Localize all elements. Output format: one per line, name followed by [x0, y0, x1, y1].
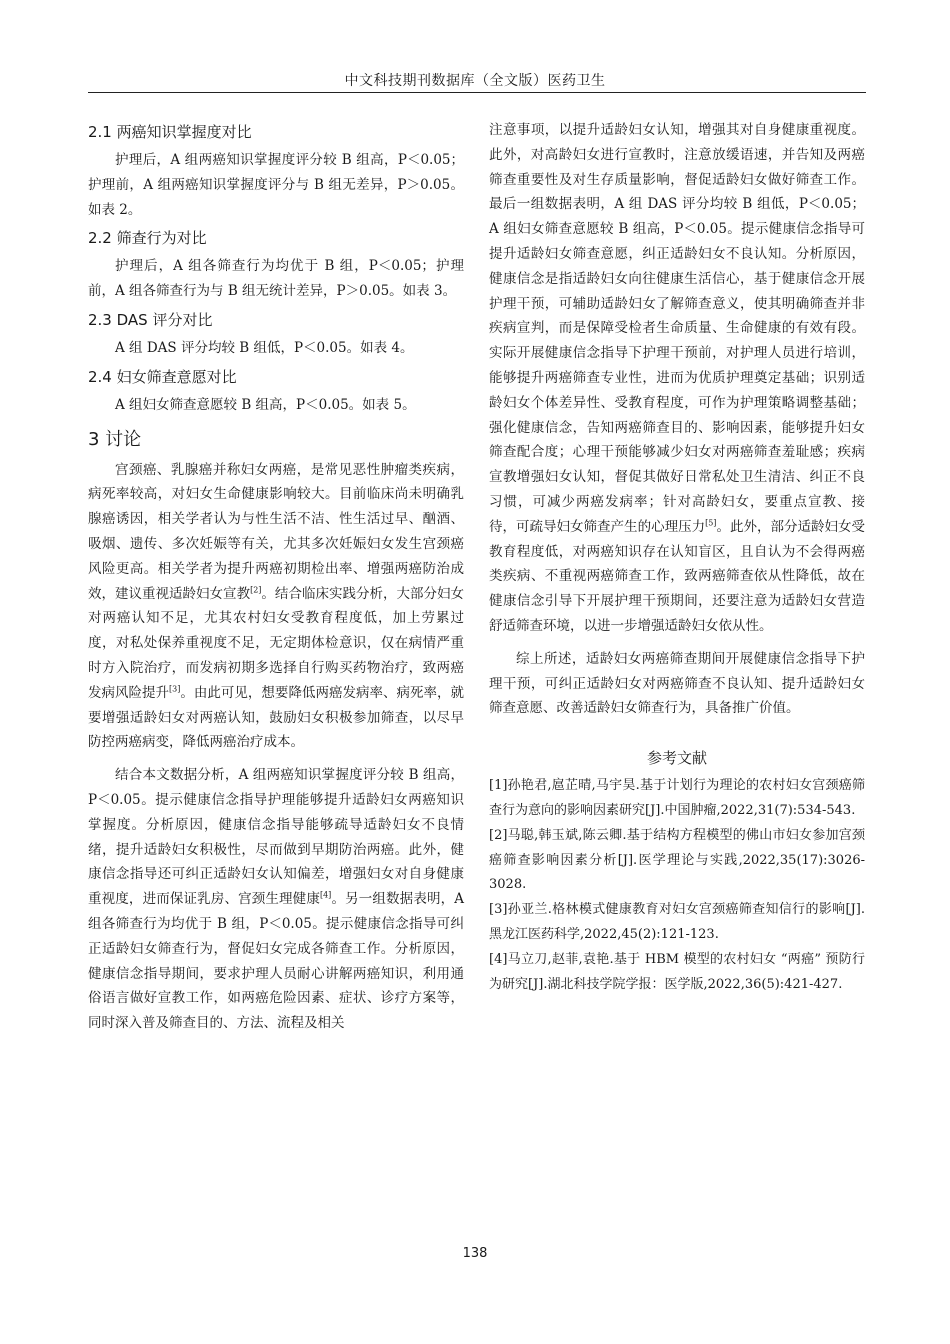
- discussion-paragraph-2: [88, 763, 464, 1036]
- section-2-1-text: 护理后，A 组两癌知识掌握度评分较 B 组高，P＜0.05；护理前，A 组两癌知识掌握度评分与 B 组无差异，P＞0.05。如表 2。: [88, 152, 464, 218]
- discussion-p2-part-a: 结合本文数据分析，A 组两癌知识掌握度评分较 B 组高，P＜0.05。提示健康信念指导护理能够提升适龄妇女两癌知识掌握度。分析原因，健康信念指导能够疏导适龄妇女不良情绪，提升适龄妇女积极性，尽而做到早期防治两癌。此外，健康信念指导还可纠正适龄妇女认知偏差，增强妇女对自身健康重视度，进而保证乳房、宫颈生理健康: [88, 767, 464, 908]
- reference-item: [1]孙艳君,扈芷晴,马宇昊.基于计划行为理论的农村妇女宫颈癌筛查行为意向的影响因素研究[J].中国肿瘤,2022,31(7):534-543.: [489, 778, 865, 818]
- reference-item: [4]马立刀,赵菲,袁艳.基于 HBM 模型的农村妇女 “两癌” 预防行为研究[J].湖北科技学院学报：医学版,2022,36(5):421-427.: [489, 951, 865, 992]
- section-2-1-title: 2.1 两癌知识掌握度对比: [88, 123, 252, 141]
- reference-item: [2]马聪,韩玉斌,陈云卿.基于结构方程模型的佛山市妇女参加宫颈癌筛查影响因素分析[J].医学理论与实践,2022,35(17):3026-3028.: [489, 827, 865, 893]
- discussion-p1-part-a: 宫颈癌、乳腺癌并称妇女两癌，是常见恶性肿瘤类疾病，病死率较高，对妇女生命健康影响较大。目前临床尚未明确乳腺癌诱因，相关学者认为与性生活不洁、性生活过早、酗酒、吸烟、遗传、多次妊娠等有关，尤其多次妊娠妇女发生宫颈癌风险更高。相关学者为提升两癌初期检出率、增强两癌防治成效，建议重视适龄妇女宣教: [88, 461, 464, 602]
- header-rule: [88, 92, 866, 93]
- section-3-title: 3 讨论: [88, 428, 142, 450]
- discussion-paragraph-1: [88, 458, 464, 756]
- citation-3: [3]: [169, 684, 181, 694]
- discussion-p2-cont-part-a: 注意事项，以提升适龄妇女认知，增强其对自身健康重视度。此外，对高龄妇女进行宣教时，注意放缓语速，并告知及两癌筛查重要性及对生存质量影响，督促适龄妇女做好筛查工作。最后一组数据表明，A 组 DAS 评分均较 B 组低，P＜0.05；A 组妇女筛查意愿较 B 组高，P＜0.05。提示健康信念指导可提升适龄妇女筛查意愿，纠正适龄妇女不良认知。分析原因，健康信念是指适龄妇女向往健康生活信心，基于健康信念开展护理干预，可辅助适龄妇女了解筛查意义，使其明确筛查并非疾病宣判，而是保障受检者生命质量、生命健康的有效有段。实际开展健康信念指导下护理干预前，对护理人员进行培训，能够提升两癌筛查专业性，进而为优质护理奠定基础；识别适龄妇女个体差异性、受教育程度，可作为护理策略调整基础；强化健康信念，告知两癌筛查目的、影响因素，能够提升妇女筛查配合度；心理干预能够减少妇女对两癌筛查羞耻感；疾病宣教增强妇女认知，督促其做好日常私处卫生清洁、纠正不良习惯，可减少两癌发病率；针对高龄妇女，要重点宣教、接待，可疏导妇女筛查产生的心理压力: [489, 122, 865, 535]
- section-2-2-text: 护理后，A 组各筛查行为均优于 B 组，P＜0.05；护理前，A 组各筛查行为与 B 组无统计差异，P＞0.05。如表 3。: [88, 258, 464, 300]
- conclusion-paragraph: 综上所述，适龄妇女两癌筛查期间开展健康信念指导下护理干预，可纠正适龄妇女对两癌筛查不良认知、提升适龄妇女筛查意愿、改善适龄妇女筛查行为，具备推广价值。: [489, 650, 865, 717]
- citation-2: [2]: [250, 585, 262, 595]
- section-2-4-title: 2.4 妇女筛查意愿对比: [88, 367, 237, 386]
- journal-header: 中文科技期刊数据库（全文版）医药卫生: [344, 73, 606, 89]
- section-2-4-text: A 组妇女筛查意愿较 B 组高，P＜0.05。如表 5。: [115, 396, 416, 413]
- left-column: [88, 118, 464, 1040]
- reference-item: [3]孙亚兰.格林模式健康教育对妇女宫颈癌筛查知信行的影响[J].黑龙江医药科学,2022,45(2):121-123.: [489, 902, 865, 942]
- discussion-p2-part-b: 。另一组数据表明，A 组各筛查行为均优于 B 组，P＜0.05。提示健康信念指导可纠正适龄妇女筛查行为，督促妇女完成各筛查工作。分析原因，健康信念指导期间，要求护理人员耐心讲解两癌知识，利用通俗语言做好宣教工作，如两癌危险因素、症状、诊疗方案等，同时深入普及筛查目的、方法、流程及相关: [88, 891, 465, 1032]
- citation-4: [4]: [319, 890, 332, 900]
- discussion-p1-part-b: 。结合临床实践分析，大部分妇女对两癌认知不足，尤其农村妇女受教育程度低，加上劳累过度，对私处保养重视度不足，无定期体检意识，仅在病情严重时方入院治疗，而发病初期多选择自行购买药物治疗，致两癌发病风险提升: [88, 585, 465, 701]
- section-2-3-title: 2.3 DAS 评分对比: [88, 310, 213, 329]
- discussion-p1-part-c: 。由此可见，想要降低两癌发病率、病死率，就要增强适龄妇女对两癌认知，鼓励妇女积极参加筛查，以尽早防控两癌病变，降低两癌治疗成本。: [88, 684, 465, 751]
- section-2-3-text: A 组 DAS 评分均较 B 组低，P＜0.05。如表 4。: [115, 339, 414, 356]
- right-column: [489, 118, 865, 997]
- page-number: 138: [462, 1246, 488, 1261]
- references-title: 参考文献: [646, 749, 707, 768]
- citation-5: [5]: [705, 518, 717, 528]
- discussion-paragraph-2-continued: [489, 118, 865, 639]
- section-2-2-title: 2.2 筛查行为对比: [88, 229, 207, 248]
- discussion-p2-cont-part-b: 。此外，部分适龄妇女受教育程度低，对两癌知识存在认知盲区，且自认为不会得两癌类疾病、不重视两癌筛查工作，致两癌筛查依从性降低，故在健康信念引导下开展护理干预期间，还要注意为适龄妇女营造舒适筛查环境，以进一步增强适龄妇女依从性。: [489, 518, 866, 634]
